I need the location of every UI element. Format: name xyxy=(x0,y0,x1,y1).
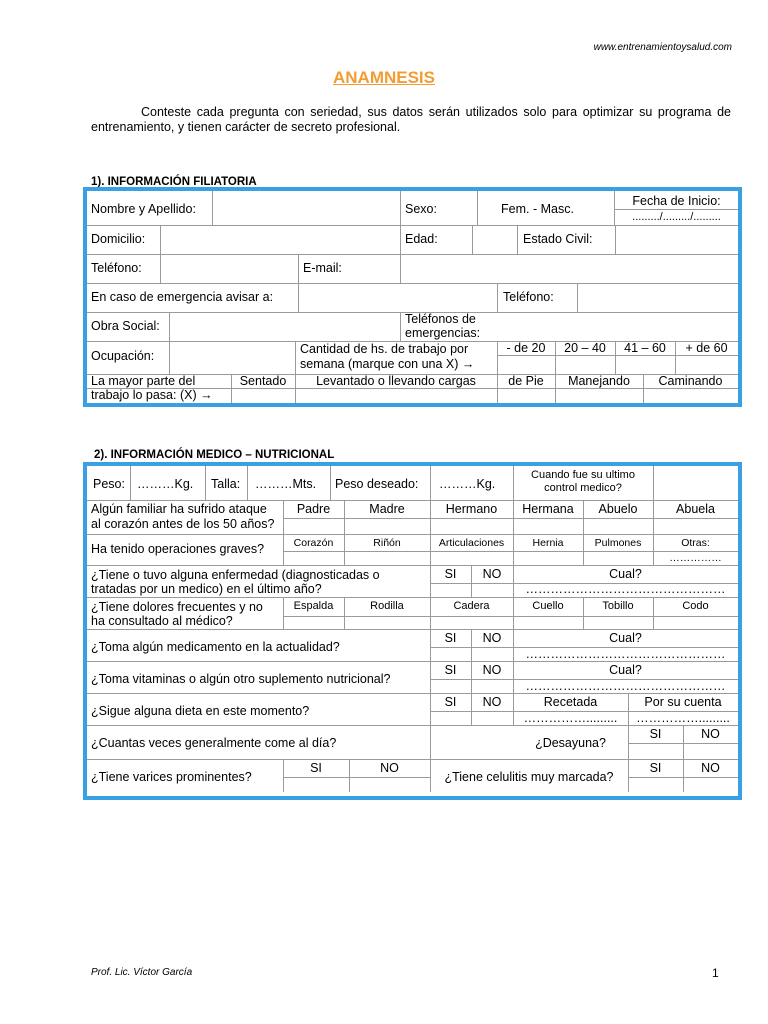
por-su-cuenta-option[interactable]: Por su cuenta xyxy=(644,695,722,709)
emergencia-label: En caso de emergencia avisar a: xyxy=(91,290,274,304)
cual-label: Cual? xyxy=(609,631,642,645)
si-option[interactable]: SI xyxy=(649,727,662,741)
organo-opt[interactable]: Articulaciones xyxy=(438,537,505,549)
si-option[interactable]: SI xyxy=(310,761,322,775)
operaciones-label: Ha tenido operaciones graves? xyxy=(91,542,265,556)
otras-field[interactable]: …………… xyxy=(669,552,722,564)
parte-opt[interactable]: Codo xyxy=(682,600,709,612)
fecha-inicio-field[interactable]: ........./........./......... xyxy=(632,211,721,223)
no-option[interactable]: NO xyxy=(380,761,399,775)
recetada-option[interactable]: Recetada xyxy=(543,695,598,709)
familiar-label-1: Algún familiar ha sufrido ataque xyxy=(91,502,267,516)
si-option[interactable]: SI xyxy=(649,761,662,775)
horas-opt[interactable]: - de 20 xyxy=(506,341,546,355)
por-su-cuenta-field[interactable]: ……………......... xyxy=(636,711,730,725)
recetada-field[interactable]: ……………......... xyxy=(523,711,618,725)
trabajo-opt[interactable]: Caminando xyxy=(658,374,723,388)
sexo-options[interactable]: Fem. - Masc. xyxy=(501,202,574,216)
organo-opt[interactable]: Riñón xyxy=(373,537,401,549)
obra-social-label: Obra Social: xyxy=(91,319,160,333)
si-option[interactable]: SI xyxy=(444,663,457,677)
no-option[interactable]: NO xyxy=(482,695,502,709)
si-option[interactable]: SI xyxy=(444,631,457,645)
no-option[interactable]: NO xyxy=(482,631,502,645)
horas-label-2: semana (marque con una X) → xyxy=(300,357,475,371)
parte-opt[interactable]: Espalda xyxy=(293,600,334,612)
peso-label: Peso: xyxy=(93,477,125,491)
desayuna-label: ¿Desayuna? xyxy=(535,736,606,750)
trabajo-opt[interactable]: Levantado o llevando cargas xyxy=(316,374,476,388)
enfermedad-label-2: tratadas por un medico) en el último año? xyxy=(91,582,322,596)
telefono2-label: Teléfono: xyxy=(503,290,554,304)
familiar-opt[interactable]: Madre xyxy=(369,502,405,516)
comidas-label: ¿Cuantas veces generalmente come al día? xyxy=(91,736,337,750)
familiar-opt[interactable]: Abuela xyxy=(676,502,715,516)
peso-field[interactable]: ………Kg. xyxy=(137,477,194,491)
familiar-opt[interactable]: Padre xyxy=(296,502,331,516)
sexo-label: Sexo: xyxy=(405,202,437,216)
no-option[interactable]: NO xyxy=(482,567,502,581)
horas-opt[interactable]: 41 – 60 xyxy=(624,341,666,355)
organo-opt[interactable]: Hernia xyxy=(532,537,564,549)
page-number: 1 xyxy=(712,966,719,980)
tel-emergencias-label-2: emergencias: xyxy=(405,326,481,340)
familiar-label-2: al corazón antes de los 50 años? xyxy=(91,517,275,531)
talla-field[interactable]: ………Mts. xyxy=(255,477,317,491)
peso-deseado-label: Peso deseado: xyxy=(335,477,419,491)
page-title: ANAMNESIS xyxy=(332,68,435,87)
nombre-field[interactable] xyxy=(213,195,399,224)
fecha-inicio-label: Fecha de Inicio: xyxy=(632,194,721,208)
dieta-label: ¿Sigue alguna dieta en este momento? xyxy=(91,704,310,718)
control-label-2: control medico? xyxy=(544,482,622,494)
tel-emergencias-label-1: Teléfonos de xyxy=(405,312,476,326)
si-option[interactable]: SI xyxy=(444,567,457,581)
dolores-label-2: ha consultado al médico? xyxy=(91,614,233,628)
familiar-opt[interactable]: Hermano xyxy=(445,502,498,516)
cual-field[interactable]: ………………………………………… xyxy=(525,679,726,693)
footer-author: Prof. Lic. Víctor García xyxy=(91,967,193,978)
trabajo-opt[interactable]: de Pie xyxy=(508,374,544,388)
cual-field[interactable]: ………………………………………… xyxy=(525,647,726,661)
nombre-label: Nombre y Apellido: xyxy=(91,202,196,216)
email-label: E-mail: xyxy=(303,261,342,275)
domicilio-label: Domicilio: xyxy=(91,232,146,246)
cual-label: Cual? xyxy=(609,663,642,677)
mayor-parte-label-1: La mayor parte del xyxy=(91,374,196,388)
varices-label: ¿Tiene varices prominentes? xyxy=(91,770,252,784)
familiar-opt[interactable]: Abuelo xyxy=(598,502,638,516)
parte-opt[interactable]: Cadera xyxy=(453,600,490,612)
parte-opt[interactable]: Rodilla xyxy=(370,600,404,612)
cual-label: Cual? xyxy=(609,567,642,581)
organo-opt[interactable]: Otras: xyxy=(681,537,710,549)
organo-opt[interactable]: Corazón xyxy=(293,537,334,549)
trabajo-opt[interactable]: Manejando xyxy=(568,374,630,388)
medicamento-label: ¿Toma algún medicamento en la actualidad? xyxy=(91,640,340,654)
talla-label: Talla: xyxy=(211,477,241,491)
intro-paragraph: Conteste cada pregunta con seriedad, sus datos serán utilizados solo para optimizar su programa de entrenamiento, y tienen carácter de secreto profesional. xyxy=(91,105,731,134)
enfermedad-label-1: ¿Tiene o tuvo alguna enfermedad (diagnosticadas o xyxy=(91,568,380,582)
filiatoria-form xyxy=(83,187,742,407)
control-label-1: Cuando fue su ultimo xyxy=(531,469,635,481)
no-option[interactable]: NO xyxy=(701,761,720,775)
cual-field[interactable]: ………………………………………… xyxy=(525,582,726,596)
dolores-label-1: ¿Tiene dolores frecuentes y no xyxy=(91,600,263,614)
mayor-parte-label-2: trabajo lo pasa: (X) → xyxy=(91,388,213,402)
section2-title: 2). INFORMACIÓN MEDICO – NUTRICIONAL xyxy=(94,449,335,461)
ocupacion-label: Ocupación: xyxy=(91,349,155,363)
horas-opt[interactable]: + de 60 xyxy=(685,341,728,355)
celulitis-label: ¿Tiene celulitis muy marcada? xyxy=(444,770,614,784)
horas-label-1: Cantidad de hs. de trabajo por xyxy=(300,342,469,356)
no-option[interactable]: NO xyxy=(701,727,720,741)
no-option[interactable]: NO xyxy=(482,663,502,677)
peso-deseado-field[interactable]: ………Kg. xyxy=(439,477,496,491)
organo-opt[interactable]: Pulmones xyxy=(594,537,642,549)
medico-nutricional-form xyxy=(83,462,742,800)
estado-civil-label: Estado Civil: xyxy=(523,232,593,246)
telefono-label: Teléfono: xyxy=(91,261,142,275)
trabajo-opt[interactable]: Sentado xyxy=(239,374,287,388)
section1-title: 1). INFORMACIÓN FILIATORIA xyxy=(91,176,257,188)
site-url: www.entrenamientoysalud.com xyxy=(593,42,732,53)
vitaminas-label: ¿Toma vitaminas o algún otro suplemento nutricional? xyxy=(91,672,391,686)
si-option[interactable]: SI xyxy=(444,695,457,709)
horas-opt[interactable]: 20 – 40 xyxy=(564,341,606,355)
parte-opt[interactable]: Tobillo xyxy=(602,600,634,612)
edad-label: Edad: xyxy=(405,232,438,246)
parte-opt[interactable]: Cuello xyxy=(532,600,564,612)
familiar-opt[interactable]: Hermana xyxy=(522,502,574,516)
